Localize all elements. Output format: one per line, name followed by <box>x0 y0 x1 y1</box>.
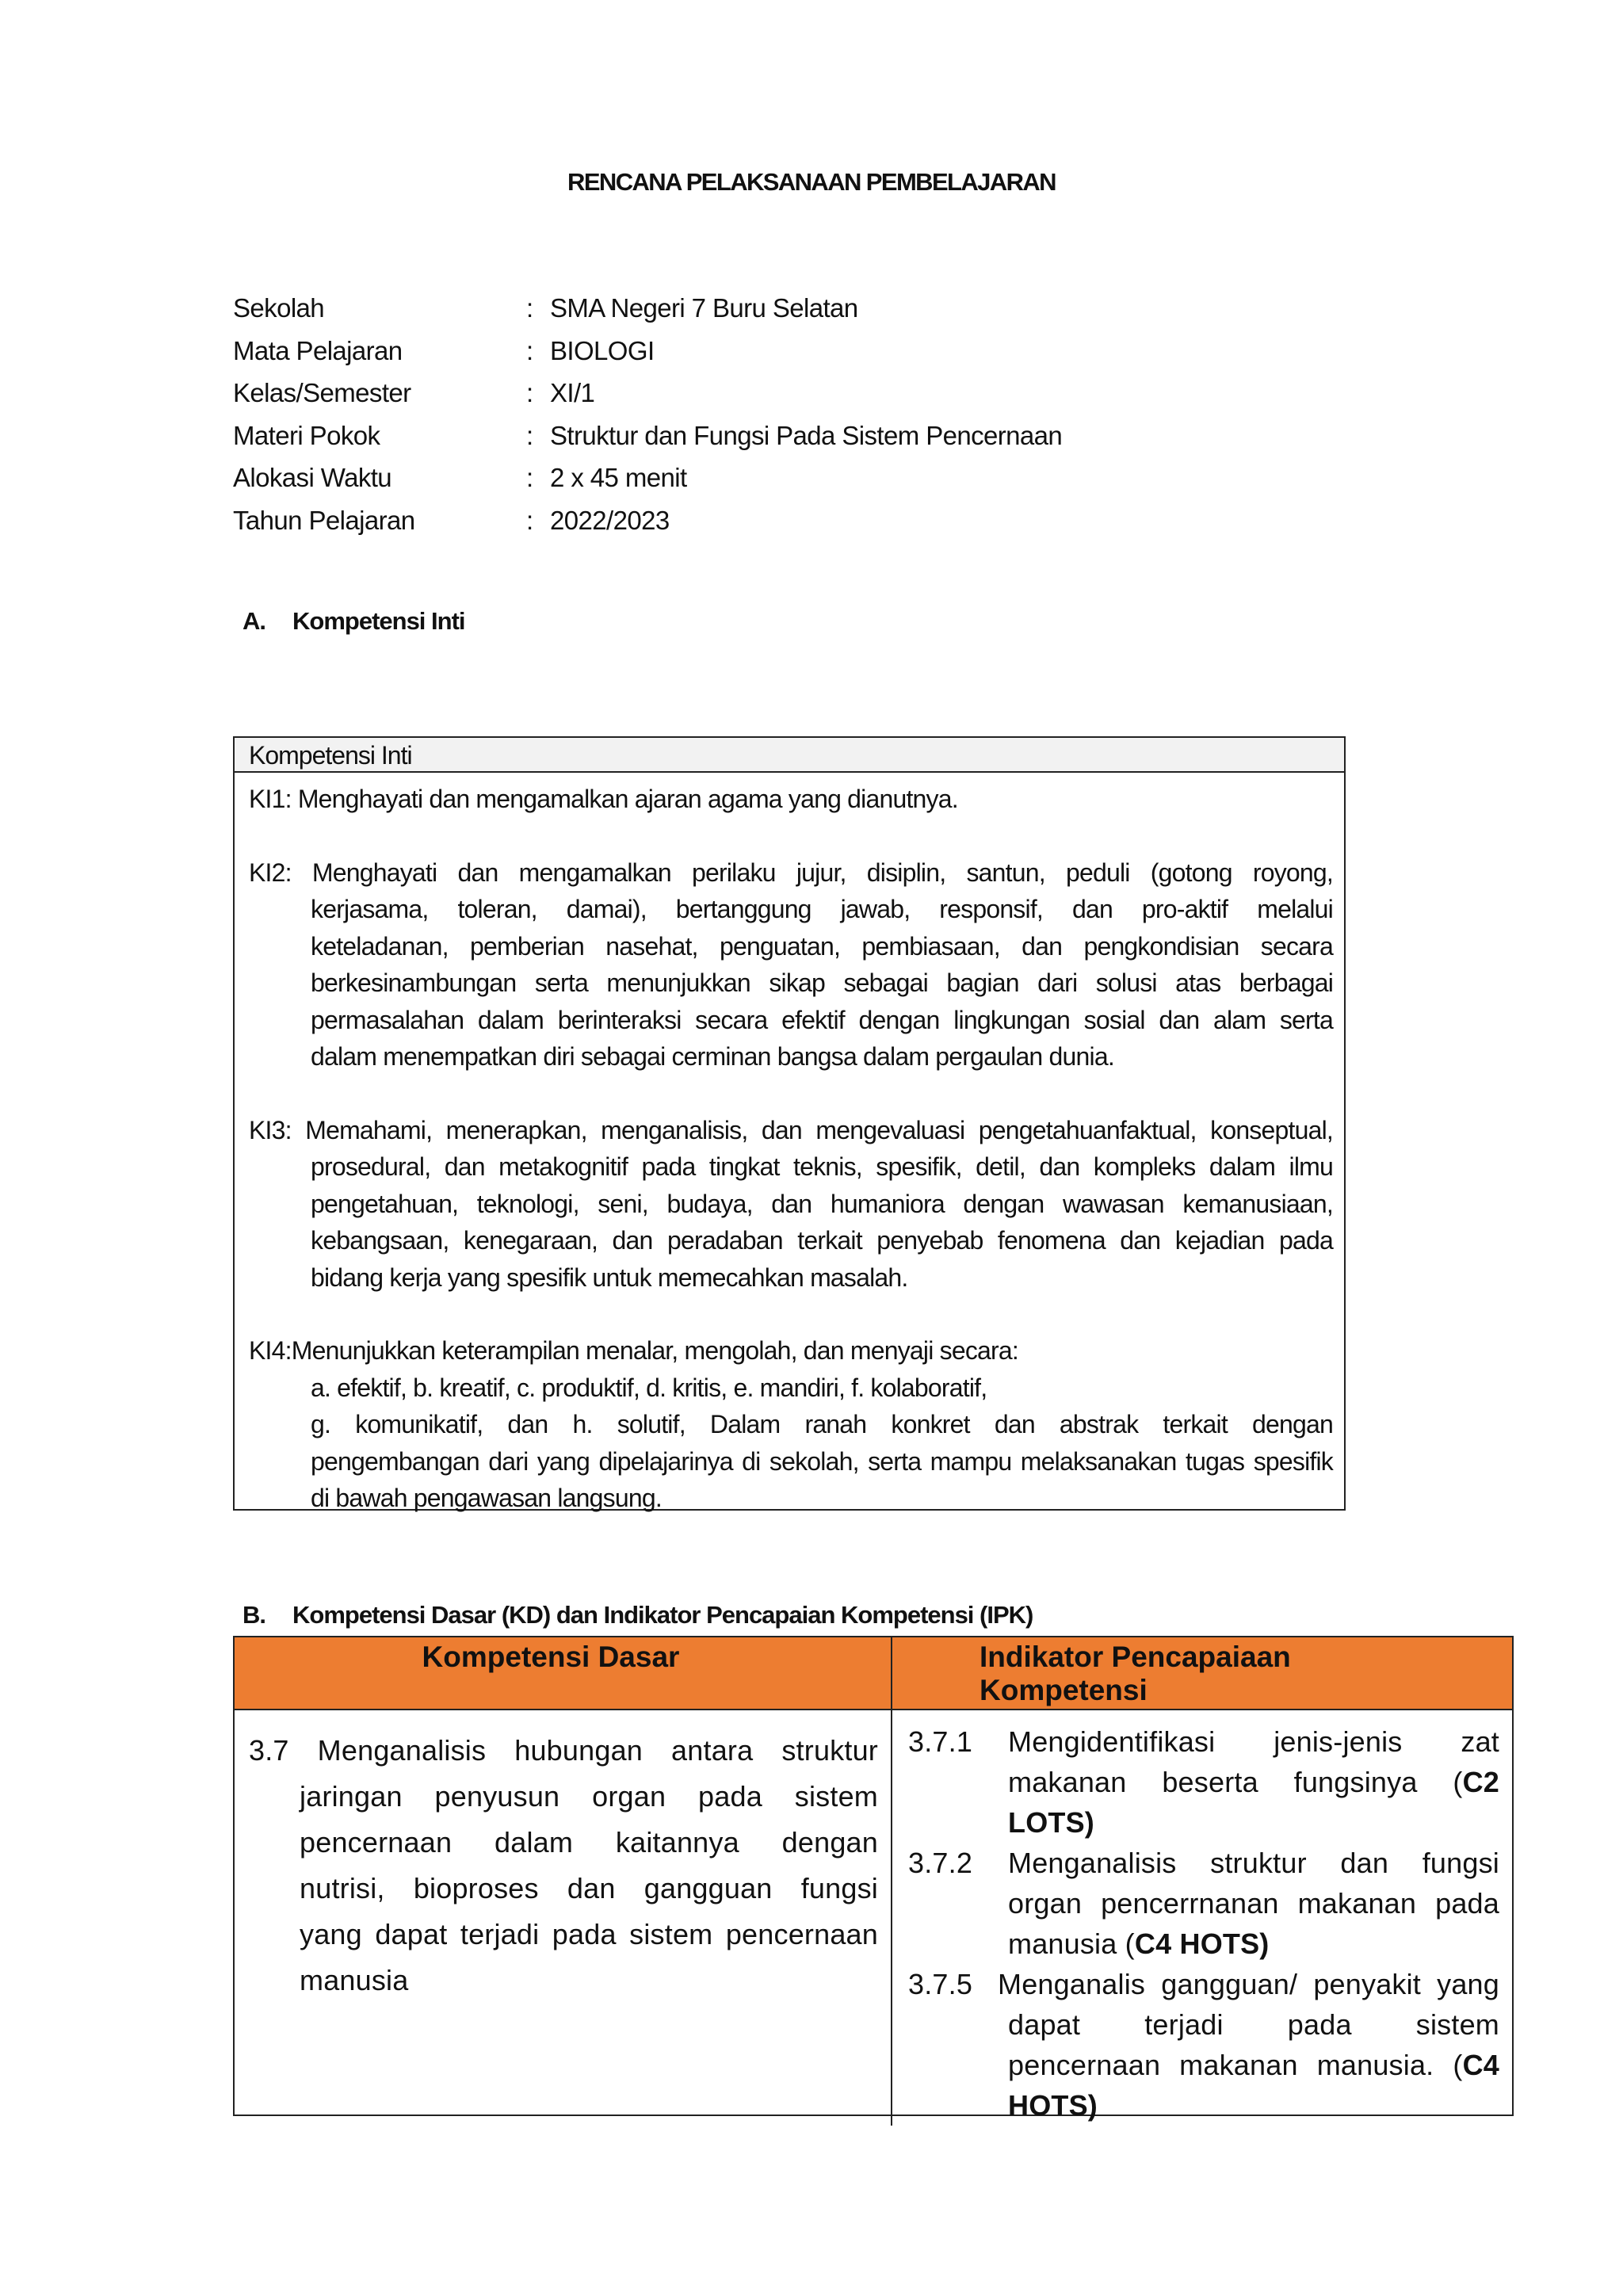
ipk-line <box>1008 1802 1499 1843</box>
identity-label: Sekolah <box>233 293 325 323</box>
kd-line: nutrisi, bioproses dan gangguan fungsi <box>300 1872 878 1904</box>
ki-line: kebangsaan, kenegaraan, dan peradaban terkait penyebab fenomena dan kejadian pada <box>311 1226 1333 1255</box>
ki-line: g. komunikatif, dan h. solutif, Dalam ranah konkret dan abstrak terkait dengan <box>311 1410 1333 1438</box>
identity-colon: : <box>526 420 533 450</box>
section-title: Kompetensi Inti <box>292 607 465 635</box>
ki-line: pengembangan dari yang dipelajarinya di sekolah, serta mampu melaksanakan tugas spesifik <box>311 1446 1333 1476</box>
identity-row-subject <box>233 336 1184 379</box>
ki-line: pengetahuan, teknologi, seni, budaya, dan humaniora dengan wawasan kemanusiaan, <box>311 1189 1333 1218</box>
ki-line: KI1: Menghayati dan mengamalkan ajaran agama yang dianutnya. <box>249 785 958 813</box>
identity-colon: : <box>526 505 533 535</box>
kompetensi-inti-table <box>233 736 1346 1511</box>
ki-line: berkesinambungan serta menunjukkan sikap sebagai bagian dari solusi atas berbagai <box>311 968 1333 997</box>
section-letter: B. <box>242 1601 265 1629</box>
ki2-item <box>249 854 1333 1075</box>
identity-row-time <box>233 463 1184 506</box>
kd-cell <box>235 1710 892 2126</box>
ki-line: bidang kerja yang spesifik untuk memecahkan masalah. <box>311 1263 908 1292</box>
ki-line: KI2: Menghayati dan mengamalkan perilaku jujur, disiplin, santun, peduli (gotong royong, <box>249 858 1333 887</box>
ki-line: kerjasama, toleran, damai), bertanggung jawab, responsif, dan pro-aktif melalui <box>311 895 1333 923</box>
ipk-item <box>908 1721 1499 1843</box>
identity-row-year <box>233 506 1184 548</box>
identity-label: Mata Pelajaran <box>233 335 403 365</box>
identity-colon: : <box>526 335 533 365</box>
section-title: Kompetensi Dasar (KD) dan Indikator Pencapaian Kompetensi (IPK) <box>292 1601 1033 1629</box>
identity-row-topic <box>233 421 1184 464</box>
ipk-header <box>892 1637 1512 1710</box>
ipk-number: 3.7.1 <box>908 1725 973 1758</box>
ki4-item <box>249 1332 1333 1517</box>
ipk-line <box>1008 1924 1499 1964</box>
ki-line: KI3: Memahami, menerapkan, menganalisis, dan mengevaluasi pengetahuanfaktual, konseptual, <box>249 1115 1333 1144</box>
ipk-line: Menganalisis struktur dan fungsi <box>1008 1847 1499 1879</box>
ipk-line-text: manusia ( <box>1008 1927 1135 1960</box>
identity-label: Alokasi Waktu <box>233 463 392 492</box>
ki-table-header: Kompetensi Inti <box>235 738 1344 773</box>
ipk-line <box>1008 1762 1499 1802</box>
ki3-item <box>249 1112 1333 1297</box>
section-b-heading <box>242 1601 1033 1629</box>
ipk-line: organ pencerrnanan makanan pada <box>1008 1887 1499 1920</box>
identity-value: BIOLOGI <box>550 335 655 365</box>
ipk-level: HOTS) <box>1008 2089 1098 2122</box>
kd-line: yang dapat terjadi pada sistem pencernaan <box>300 1918 878 1950</box>
ipk-item <box>908 1843 1499 1964</box>
identity-value: 2022/2023 <box>550 505 670 535</box>
ipk-header-line: Indikator Pencapaiaan <box>980 1641 1291 1673</box>
identity-colon: : <box>526 293 533 323</box>
ipk-line-text: pencernaan makanan manusia. ( <box>1008 2049 1463 2081</box>
document-title: RENCANA PELAKSANAAN PEMBELAJARAN <box>567 168 1056 196</box>
identity-value: SMA Negeri 7 Buru Selatan <box>550 293 858 323</box>
ki-line: permasalahan dalam berinteraksi secara efektif dengan lingkungan sosial dan alam serta <box>311 1005 1333 1034</box>
ipk-line <box>1008 2085 1499 2126</box>
ipk-line: Menganalis gangguan/ penyakit yang <box>998 1968 1499 2000</box>
ipk-header-line: Kompetensi <box>980 1674 1148 1706</box>
kd-ipk-table <box>233 1636 1514 2122</box>
ki-line: KI4:Menunjukkan keterampilan menalar, mengolah, dan menyaji secara: <box>249 1336 1018 1365</box>
identity-value: Struktur dan Fungsi Pada Sistem Pencernaan <box>550 420 1063 450</box>
identity-label: Kelas/Semester <box>233 378 411 407</box>
ipk-line: Mengidentifikasi jenis-jenis zat <box>1008 1725 1499 1758</box>
ipk-line <box>1008 2045 1499 2085</box>
ki-line: a. efektif, b. kreatif, c. produktif, d. kritis, e. mandiri, f. kolaboratif, <box>311 1373 987 1402</box>
ipk-line: dapat terjadi pada sistem <box>1008 2008 1499 2041</box>
kd-header: Kompetensi Dasar <box>235 1637 892 1710</box>
identity-label: Tahun Pelajaran <box>233 505 415 535</box>
identity-row-class <box>233 378 1184 421</box>
ipk-level: C4 <box>1462 2049 1499 2081</box>
identity-colon: : <box>526 378 533 407</box>
section-letter: A. <box>242 607 265 635</box>
kd-line: jaringan penyusun organ pada sistem <box>300 1780 878 1813</box>
ipk-level: C2 <box>1462 1766 1499 1798</box>
identity-value: 2 x 45 menit <box>550 463 687 492</box>
ipk-number: 3.7.5 <box>908 1968 973 2000</box>
identity-block <box>233 293 1184 548</box>
ki-line: dalam menempatkan diri sebagai cerminan bangsa dalam pergaulan dunia. <box>311 1042 1114 1071</box>
ki-line: di bawah pengawasan langsung. <box>311 1484 662 1512</box>
kd-line: 3.7 Menganalisis hubungan antara struktur <box>249 1734 878 1767</box>
ipk-level: LOTS) <box>1008 1806 1094 1839</box>
ipk-line-text: makanan beserta fungsinya ( <box>1008 1766 1463 1798</box>
ki-line: keteladanan, pemberian nasehat, penguatan, pembiasaan, dan pengkondisian secara <box>311 931 1333 961</box>
kd-line: pencernaan dalam kaitannya dengan <box>300 1826 878 1859</box>
identity-row-school <box>233 293 1184 336</box>
ipk-number: 3.7.2 <box>908 1847 973 1879</box>
identity-colon: : <box>526 463 533 492</box>
identity-label: Materi Pokok <box>233 420 380 450</box>
kd-line: manusia <box>300 1964 409 1996</box>
ipk-level: C4 HOTS) <box>1134 1927 1270 1960</box>
section-a-heading <box>242 607 465 636</box>
ipk-item <box>908 1964 1499 2126</box>
ipk-cell <box>892 1710 1512 2126</box>
identity-value: XI/1 <box>550 378 595 407</box>
ki-line: prosedural, dan metakognitif pada tingkat teknis, spesifik, detil, dan kompleks dalam ilmu <box>311 1152 1333 1181</box>
ki1-item <box>249 781 1333 818</box>
